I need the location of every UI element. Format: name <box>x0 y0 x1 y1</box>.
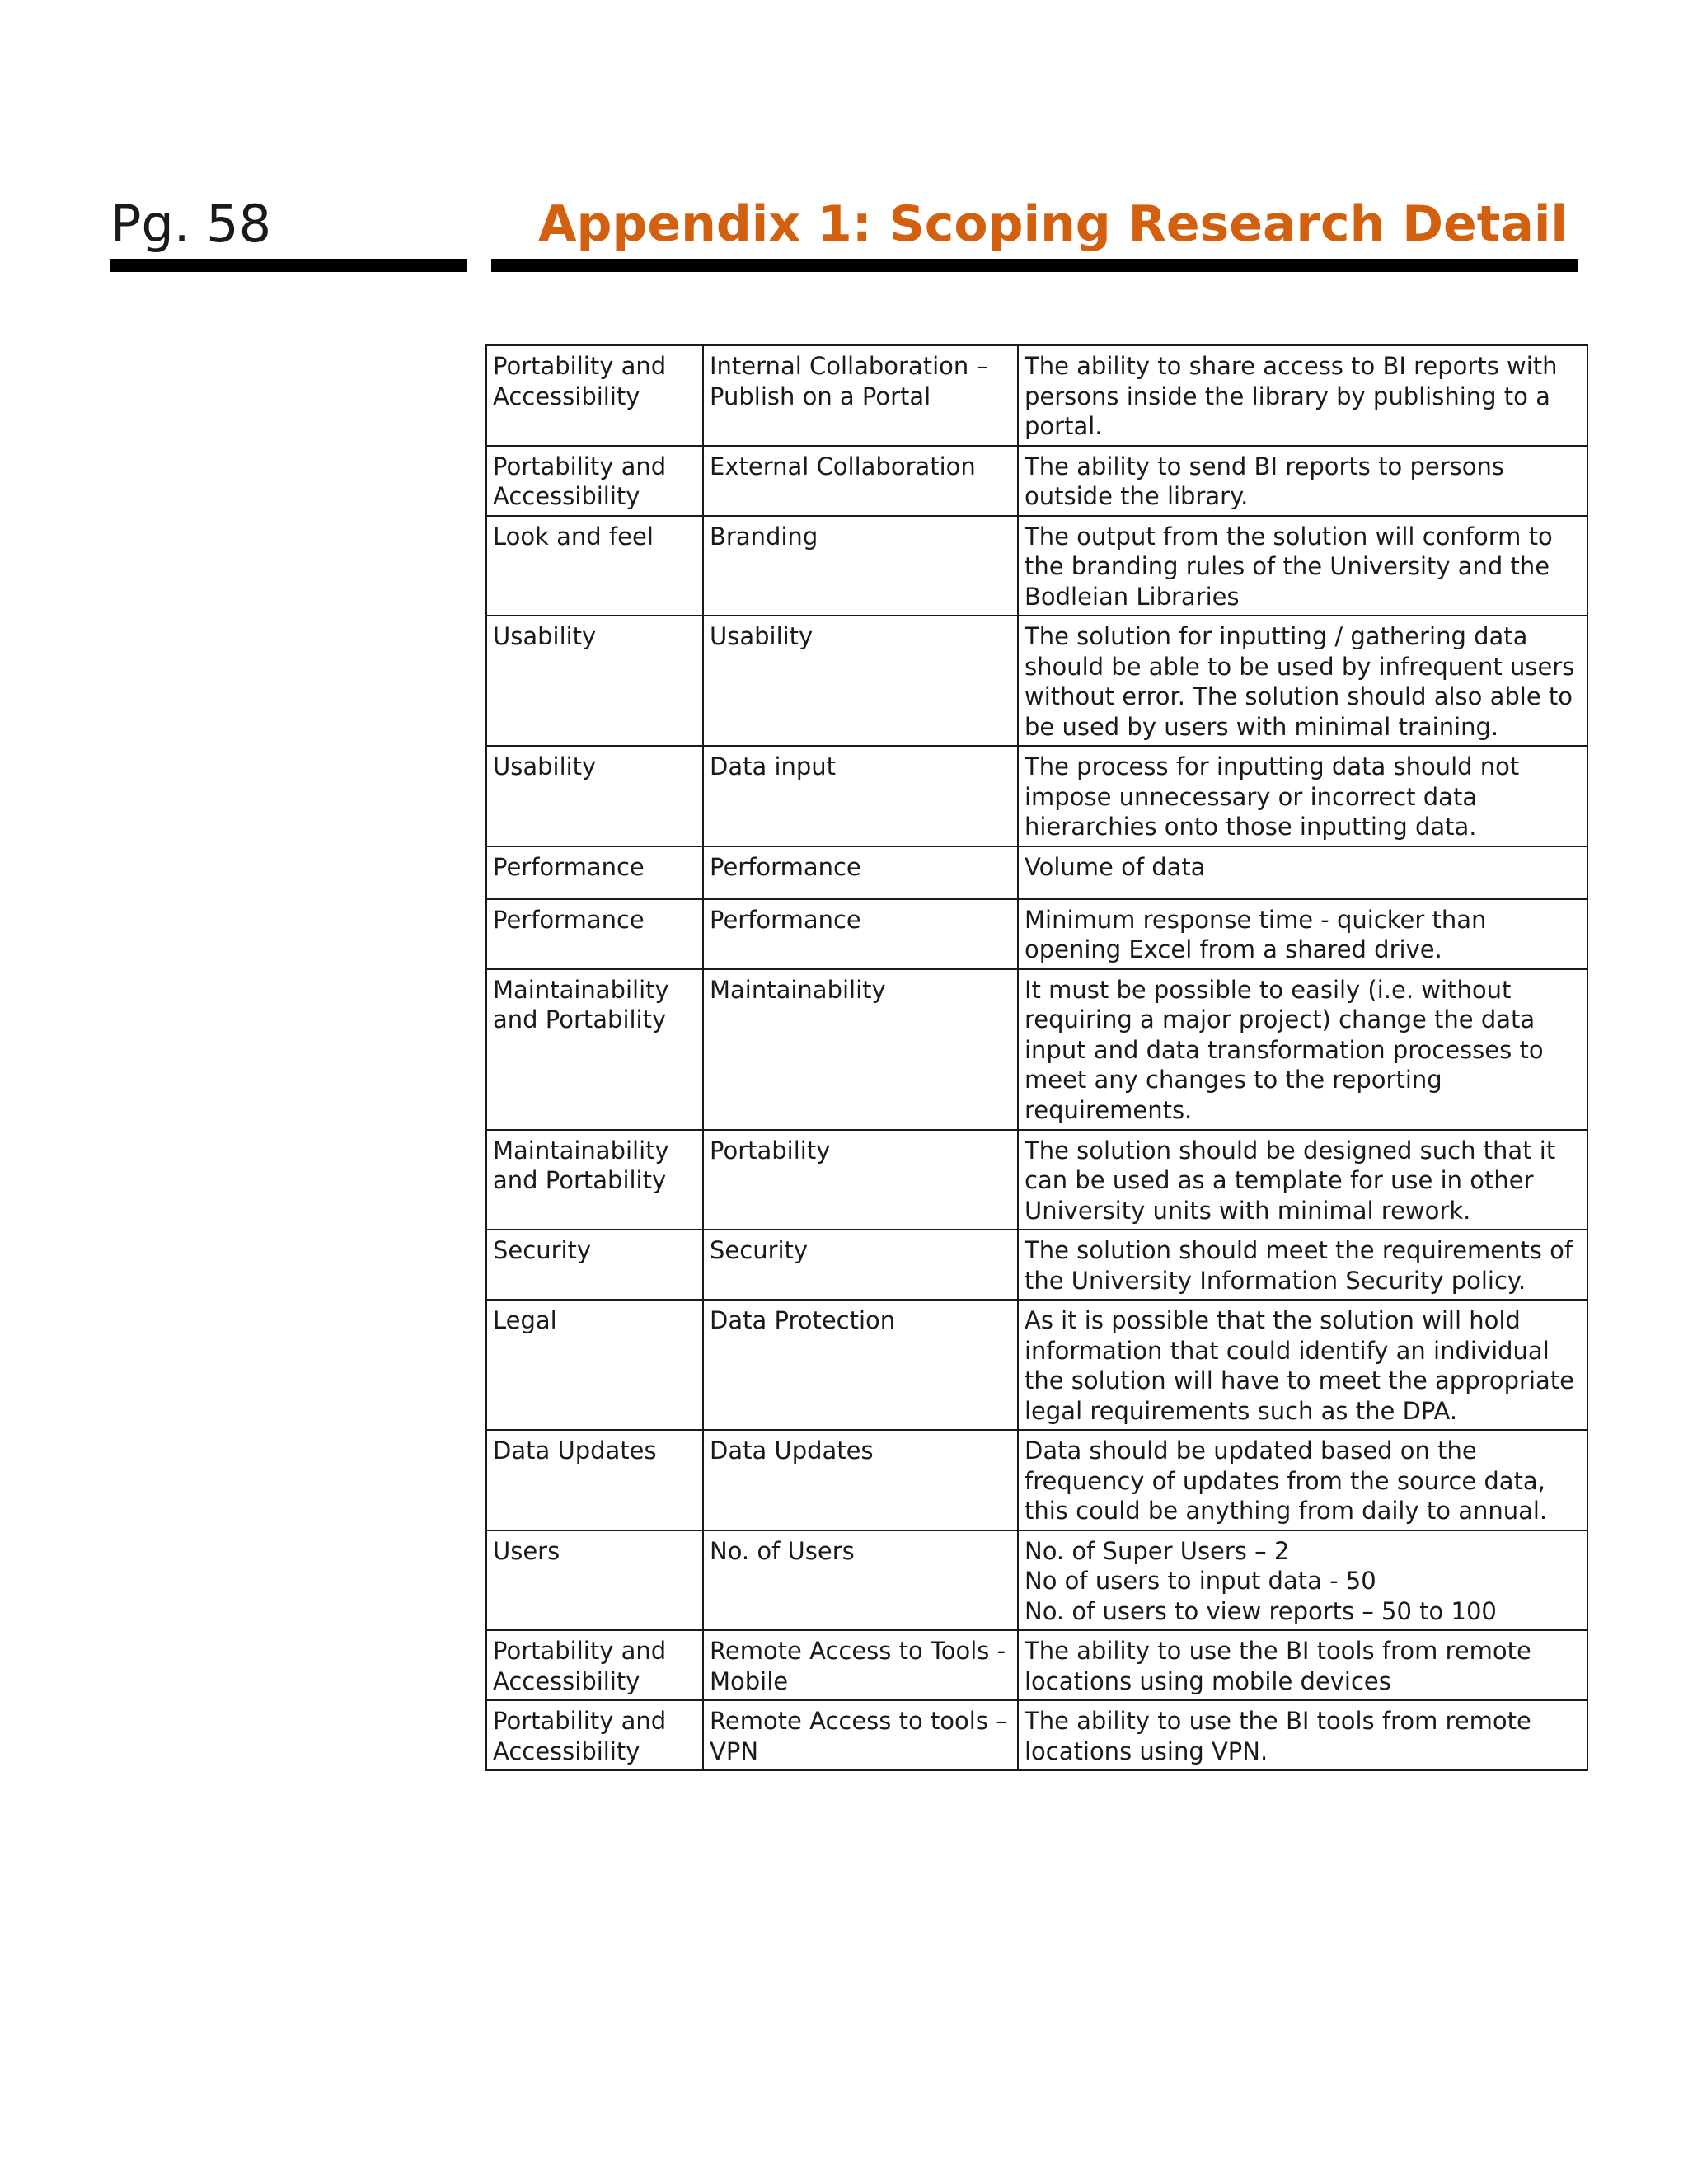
table-row <box>486 746 1587 846</box>
requirements-table <box>485 344 1588 1771</box>
category-cell: Users <box>486 1530 703 1631</box>
category-cell: Portability and Accessibility <box>486 345 703 446</box>
description-cell: The solution for inputting / gathering data should be able to be used by infrequent users without error. The solution should also able to be used by users with minimal training. <box>1018 616 1587 746</box>
header-rule-right <box>491 259 1578 272</box>
requirement-cell: No. of Users <box>703 1530 1018 1631</box>
category-cell: Portability and Accessibility <box>486 1700 703 1770</box>
category-cell: Performance <box>486 899 703 969</box>
description-cell: The ability to use the BI tools from remote locations using mobile devices <box>1018 1630 1587 1700</box>
table-row <box>486 846 1587 899</box>
requirement-cell: Security <box>703 1230 1018 1300</box>
description-cell: The solution should be designed such that it can be used as a template for use in other University units with minimal rework. <box>1018 1130 1587 1230</box>
table-row <box>486 1430 1587 1530</box>
category-cell: Look and feel <box>486 516 703 616</box>
appendix-title: Appendix 1: Scoping Research Detail <box>538 195 1568 253</box>
description-cell: The ability to use the BI tools from remote locations using VPN. <box>1018 1700 1587 1770</box>
table-row <box>486 1130 1587 1230</box>
category-cell: Legal <box>486 1300 703 1430</box>
requirement-cell: Data Updates <box>703 1430 1018 1530</box>
page-number: Pg. 58 <box>110 194 272 254</box>
category-cell: Usability <box>486 746 703 846</box>
description-cell: Volume of data <box>1018 846 1587 899</box>
table-row <box>486 1630 1587 1700</box>
category-cell: Portability and Accessibility <box>486 1630 703 1700</box>
category-cell: Maintainability and Portability <box>486 1130 703 1230</box>
table-row <box>486 446 1587 516</box>
requirement-cell: Performance <box>703 846 1018 899</box>
description-cell: Minimum response time - quicker than opening Excel from a shared drive. <box>1018 899 1587 969</box>
table-row <box>486 345 1587 446</box>
description-cell: As it is possible that the solution will hold information that could identify an individual the solution will have to meet the appropriate legal requirements such as the DPA. <box>1018 1300 1587 1430</box>
description-cell: The solution should meet the requirements of the University Information Security policy. <box>1018 1230 1587 1300</box>
description-cell: The ability to send BI reports to persons outside the library. <box>1018 446 1587 516</box>
requirement-cell: Internal Collaboration – Publish on a Portal <box>703 345 1018 446</box>
category-cell: Usability <box>486 616 703 746</box>
table-row <box>486 616 1587 746</box>
requirement-cell: Maintainability <box>703 969 1018 1130</box>
description-cell <box>1018 1530 1587 1631</box>
requirement-cell: Data Protection <box>703 1300 1018 1430</box>
description-line: No of users to input data - 50 <box>1025 1567 1376 1595</box>
requirement-cell: Portability <box>703 1130 1018 1230</box>
description-line: No. of Super Users – 2 <box>1025 1536 1290 1565</box>
category-cell: Performance <box>486 846 703 899</box>
description-line: No. of users to view reports – 50 to 100 <box>1025 1596 1497 1625</box>
table-row <box>486 516 1587 616</box>
requirement-cell: Usability <box>703 616 1018 746</box>
table-row <box>486 1700 1587 1770</box>
requirement-cell: Remote Access to Tools - Mobile <box>703 1630 1018 1700</box>
category-cell: Security <box>486 1230 703 1300</box>
requirement-cell: External Collaboration <box>703 446 1018 516</box>
requirement-cell: Data input <box>703 746 1018 846</box>
requirement-cell: Performance <box>703 899 1018 969</box>
table-row <box>486 969 1587 1130</box>
header-rule-left <box>110 259 467 272</box>
table-row <box>486 1530 1587 1631</box>
requirement-cell: Remote Access to tools – VPN <box>703 1700 1018 1770</box>
description-cell: The process for inputting data should not impose unnecessary or incorrect data hierarchies onto those inputting data. <box>1018 746 1587 846</box>
description-cell: It must be possible to easily (i.e. without requiring a major project) change the data input and data transformation processes to meet any changes to the reporting requirements. <box>1018 969 1587 1130</box>
category-cell: Data Updates <box>486 1430 703 1530</box>
description-cell: Data should be updated based on the frequency of updates from the source data, this could be anything from daily to annual. <box>1018 1430 1587 1530</box>
table-row <box>486 899 1587 969</box>
table-row <box>486 1230 1587 1300</box>
category-cell: Portability and Accessibility <box>486 446 703 516</box>
category-cell: Maintainability and Portability <box>486 969 703 1130</box>
requirement-cell: Branding <box>703 516 1018 616</box>
description-cell: The output from the solution will conform to the branding rules of the University and the Bodleian Libraries <box>1018 516 1587 616</box>
table-row <box>486 1300 1587 1430</box>
description-cell: The ability to share access to BI reports with persons inside the library by publishing to a portal. <box>1018 345 1587 446</box>
